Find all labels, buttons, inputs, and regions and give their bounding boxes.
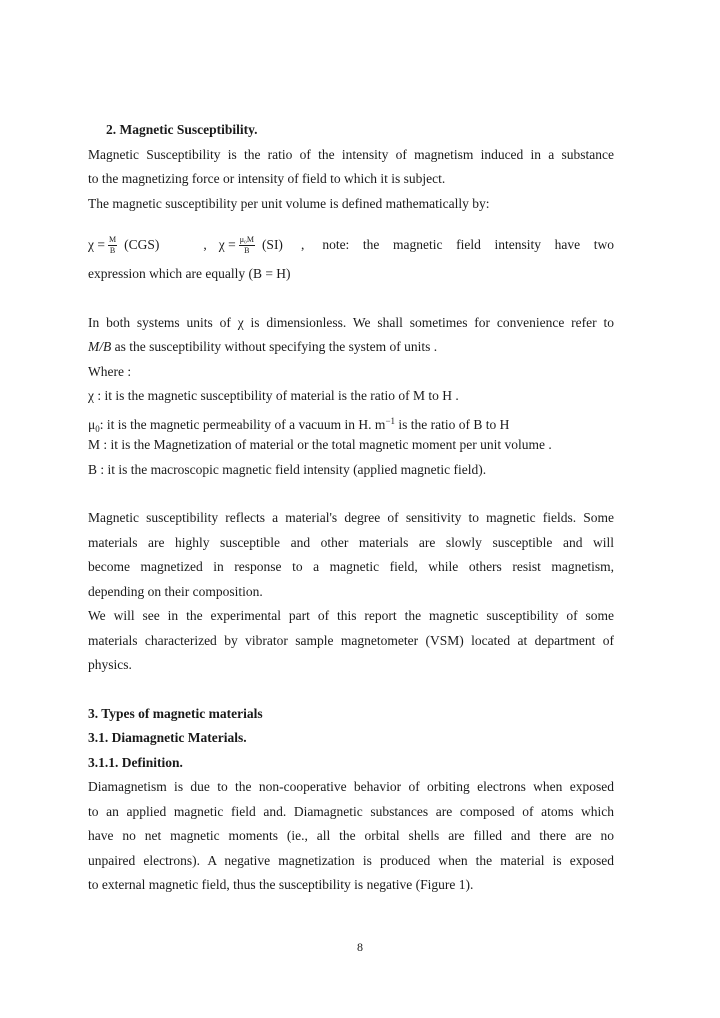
fraction-numerator: μ₀M bbox=[239, 234, 254, 244]
formula-comma: , bbox=[203, 237, 207, 252]
mu-symbol: μ bbox=[88, 416, 96, 432]
formula-chi: χ = bbox=[88, 237, 105, 252]
paragraph-line: In both systems units of χ is dimensionless. We shall sometimes for convenience refer to bbox=[88, 314, 614, 330]
paragraph-line: to an applied magnetic field and. Diamagnetic substances are composed of atoms which bbox=[88, 803, 614, 819]
formula-cgs-label: (CGS) bbox=[124, 237, 160, 252]
paragraph-line: to external magnetic field, thus the susceptibility is negative (Figure 1). bbox=[88, 877, 474, 892]
formula-note: note: the magnetic field intensity have two bbox=[322, 237, 614, 252]
paragraph-line: expression which are equally (B = H) bbox=[88, 266, 291, 281]
formula-fraction-cgs bbox=[108, 235, 117, 256]
page-number: 8 bbox=[357, 940, 363, 954]
section-heading-types: 3. Types of magnetic materials bbox=[88, 705, 263, 721]
paragraph-line: unpaired electrons). A negative magnetization is produced when the material is exposed bbox=[88, 852, 614, 868]
paragraph-line: Magnetic susceptibility reflects a material's degree of sensitivity to magnetic fields. Some bbox=[88, 510, 614, 525]
paragraph-line: materials are highly susceptible and other materials are slowly susceptible and will bbox=[88, 534, 614, 550]
subsection-heading-diamagnetic: 3.1. Diamagnetic Materials. bbox=[88, 730, 247, 745]
mu-subscript: 0 bbox=[95, 423, 100, 434]
definition-text: : it is the magnetic permeability of a vacuum in H. m bbox=[99, 416, 386, 432]
formula-comma: , bbox=[300, 237, 305, 252]
definition-mu bbox=[88, 409, 614, 434]
fraction-denominator: B bbox=[109, 245, 116, 255]
paragraph-line: We will see in the experimental part of this report the magnetic susceptibility of some bbox=[88, 608, 614, 623]
paragraph-line bbox=[88, 335, 614, 360]
unit-superscript: −1 bbox=[385, 415, 396, 426]
paragraph-line: Diamagnetism is due to the non-cooperative behavior of orbiting electrons when exposed bbox=[88, 779, 614, 794]
definition-text: is the ratio of B to H bbox=[395, 416, 510, 432]
susceptibility-formula bbox=[88, 228, 614, 262]
document-page bbox=[88, 118, 614, 898]
paragraph-line: materials characterized by vibrator sample magnetometer (VSM) located at department of bbox=[88, 632, 614, 648]
paragraph-line: Magnetic Susceptibility is the ratio of the intensity of magnetism induced in a substance bbox=[88, 146, 614, 162]
definition-chi: χ : it is the magnetic susceptibility of material is the ratio of M to H . bbox=[88, 388, 459, 403]
paragraph-text: as the susceptibility without specifying the system of units . bbox=[111, 339, 438, 354]
paragraph-line: have no net magnetic moments (ie., all the orbital shells are filled and there are no bbox=[88, 828, 614, 843]
where-label: Where : bbox=[88, 363, 132, 379]
paragraph-line: become magnetized in response to a magnetic field, while others resist magnetism, bbox=[88, 559, 614, 574]
paragraph-line: to the magnetizing force or intensity of field to which it is subject. bbox=[88, 171, 446, 186]
paragraph-line: physics. bbox=[88, 657, 132, 672]
paragraph-line: depending on their composition. bbox=[88, 583, 263, 599]
definition-m: M : it is the Magnetization of material or the total magnetic moment per unit volume . bbox=[88, 437, 552, 452]
section-heading-magnetic-susceptibility: 2. Magnetic Susceptibility. bbox=[106, 122, 258, 137]
paragraph-line: The magnetic susceptibility per unit volume is defined mathematically by: bbox=[88, 195, 490, 211]
definition-b: B : it is the macroscopic magnetic field intensity (applied magnetic field). bbox=[88, 461, 487, 477]
fraction-numerator: M bbox=[108, 234, 117, 244]
formula-si-label: (SI) bbox=[261, 237, 283, 252]
formula-chi-si: χ = bbox=[218, 237, 236, 252]
subsubsection-heading-definition: 3.1.1. Definition. bbox=[88, 754, 183, 770]
formula-fraction-si bbox=[239, 235, 255, 256]
italic-term: M/B bbox=[88, 339, 112, 354]
fraction-denominator: B bbox=[244, 245, 250, 255]
